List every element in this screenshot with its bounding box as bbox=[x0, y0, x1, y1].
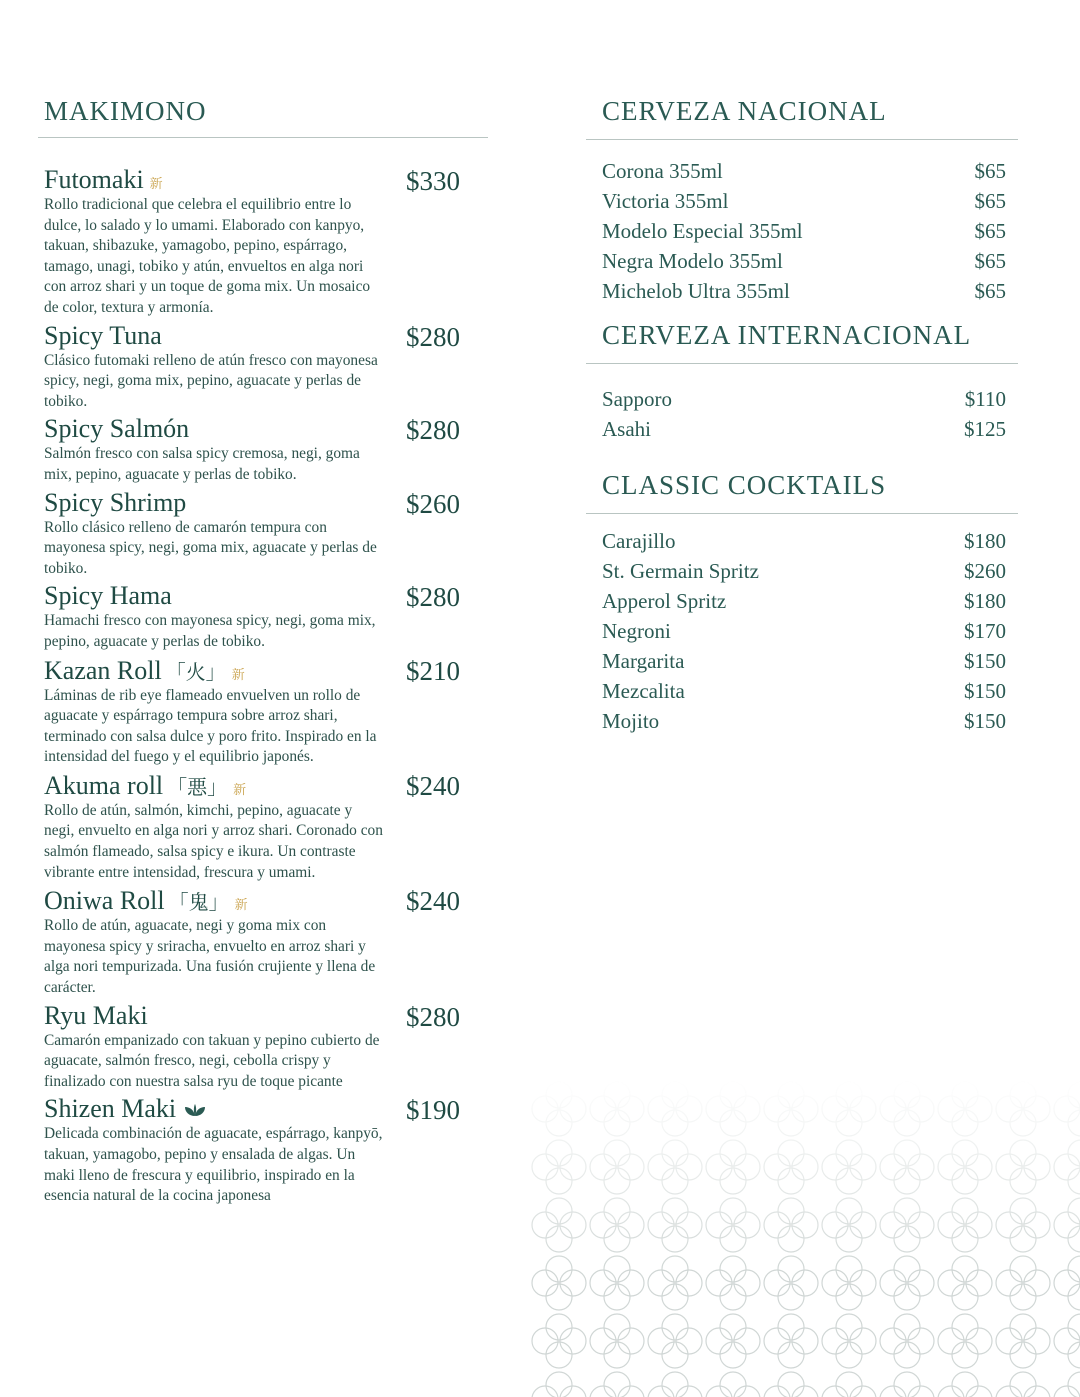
drink-name: Sapporo bbox=[602, 387, 672, 411]
drink-price: $125 bbox=[964, 417, 1006, 441]
drink-name: Asahi bbox=[602, 417, 651, 441]
makimono-section bbox=[38, 96, 488, 1207]
menu-item-name: Spicy Shrimp bbox=[44, 487, 187, 517]
drink-name: Modelo Especial 355ml bbox=[602, 219, 803, 243]
menu-item-kanji: 「悪」 bbox=[167, 774, 228, 799]
menu-item-description: Rollo de atún, aguacate, negi y goma mix con mayonesa spicy y sriracha, envuelto en arroz shari y alga nori tempurizada. Una fusión crujiente y llena de carácter. bbox=[44, 917, 376, 997]
menu-item bbox=[38, 489, 488, 580]
drink-item bbox=[602, 384, 1006, 414]
drink-name: Carajillo bbox=[602, 529, 676, 553]
drink-price: $180 bbox=[964, 529, 1006, 553]
menu-item-name: Futomaki bbox=[44, 165, 144, 194]
drink-item bbox=[602, 616, 1006, 646]
menu-item-price: $190 bbox=[406, 1095, 460, 1126]
drink-name: Victoria 355ml bbox=[602, 189, 729, 213]
cerveza-internacional-list bbox=[586, 384, 1018, 444]
new-badge: 新 bbox=[231, 667, 245, 683]
drink-item bbox=[602, 414, 1006, 444]
makimono-divider bbox=[38, 137, 488, 138]
drink-item bbox=[602, 276, 1006, 306]
drink-price: $260 bbox=[964, 559, 1006, 583]
menu-item-price: $240 bbox=[406, 770, 460, 801]
menu-item bbox=[38, 415, 488, 485]
drink-name: Michelob Ultra 355ml bbox=[602, 279, 790, 303]
menu-item-price: $280 bbox=[406, 582, 460, 613]
classic-cocktails-list bbox=[586, 526, 1018, 736]
drinks-column bbox=[586, 96, 1018, 736]
new-badge: 新 bbox=[233, 782, 247, 798]
menu-item bbox=[38, 1002, 488, 1093]
menu-item-name: Shizen Maki bbox=[44, 1094, 177, 1124]
menu-item-description: Hamachi fresco con mayonesa spicy, negi, goma mix, pepino, aguacate y perlas de tobiko. bbox=[44, 612, 376, 650]
menu-item-description: Salmón fresco con salsa spicy cremosa, negi, goma mix, pepino, aguacate y perlas de tobiko. bbox=[44, 445, 360, 483]
drink-item bbox=[602, 156, 1006, 186]
drink-price: $65 bbox=[974, 219, 1006, 243]
menu-item-description: Clásico futomaki relleno de atún fresco con mayonesa spicy, negi, goma mix, pepino, aguacate y perlas de tobiko. bbox=[44, 351, 378, 410]
menu-item-name: Kazan Roll bbox=[44, 655, 162, 685]
drink-price: $65 bbox=[974, 279, 1006, 303]
drink-name: Mojito bbox=[602, 709, 660, 733]
menu-item-price: $280 bbox=[406, 321, 460, 352]
drink-item bbox=[602, 556, 1006, 586]
drink-name: Apperol Spritz bbox=[602, 589, 727, 613]
cerveza-nacional-divider bbox=[586, 139, 1018, 140]
new-badge: 新 bbox=[234, 898, 248, 914]
makimono-title: MAKIMONO bbox=[44, 96, 207, 126]
menu-item-price: $210 bbox=[406, 655, 460, 686]
menu-item-price: $280 bbox=[406, 1001, 460, 1032]
menu-item-description: Rollo de atún, salmón, kimchi, pepino, aguacate y negi, envuelto en alga nori y arroz shari. Coronado con salmón flameado, salsa spicy e ikura. Un contraste vibrante entre intensidad, frescura y umami. bbox=[44, 801, 383, 881]
leaf-icon bbox=[184, 1102, 206, 1121]
drink-item bbox=[602, 216, 1006, 246]
floral-pattern-background bbox=[530, 1080, 1080, 1397]
drink-item bbox=[602, 246, 1006, 276]
menu-item-description: Rollo clásico relleno de camarón tempura con mayonesa spicy, negi, goma mix, aguacate y perlas de tobiko. bbox=[44, 518, 377, 577]
menu-item-price: $240 bbox=[406, 886, 460, 917]
menu-item-name: Akuma roll bbox=[44, 770, 164, 800]
menu-item-kanji: 「鬼」 bbox=[168, 890, 229, 915]
cerveza-internacional-section bbox=[586, 320, 1018, 444]
menu-item-description: Camarón empanizado con takuan y pepino cubierto de aguacate, salmón fresco, negi, cebolla crispy y finalizado con nuestra salsa ryu de toque picante bbox=[44, 1031, 380, 1090]
drink-name: Margarita bbox=[602, 649, 685, 673]
drink-name: Negra Modelo 355ml bbox=[602, 249, 783, 273]
drink-price: $65 bbox=[974, 249, 1006, 273]
menu-item-description: Rollo tradicional que celebra el equilibrio entre lo dulce, lo salado y lo umami. Elaborado con kanpyo, takuan, shibazuke, yamagobo, pepino, espárrago, tamago, unagi, tobiko y atún, envueltos en alga nori con arroz shari y un toque de goma mix. Un mosaico de color, textura y armonía. bbox=[44, 196, 371, 316]
drink-price: $65 bbox=[974, 159, 1006, 183]
drink-name: Mezcalita bbox=[602, 679, 685, 703]
menu-item bbox=[38, 771, 488, 883]
drink-name: Negroni bbox=[602, 619, 671, 643]
menu-item bbox=[38, 166, 488, 319]
classic-cocktails-divider bbox=[586, 513, 1018, 514]
menu-item-price: $280 bbox=[406, 415, 460, 446]
drink-price: $65 bbox=[974, 189, 1006, 213]
menu-item-name: Ryu Maki bbox=[44, 1000, 148, 1030]
drink-price: $170 bbox=[964, 619, 1006, 643]
menu-item-name: Spicy Salmón bbox=[44, 414, 190, 444]
drink-item bbox=[602, 676, 1006, 706]
menu-item-kanji: 「火」 bbox=[165, 659, 226, 684]
cerveza-nacional-list bbox=[586, 156, 1018, 306]
drink-item bbox=[602, 526, 1006, 556]
drink-item bbox=[602, 706, 1006, 736]
drink-item bbox=[602, 586, 1006, 616]
menu-item-description: Delicada combinación de aguacate, espárrago, kanpyō, takuan, yamagobo, pepino y ensalada de algas. Un maki lleno de frescura y equilibrio, inspirado en la esencia natural de la cocina japonesa bbox=[44, 1125, 383, 1205]
classic-cocktails-title: CLASSIC COCKTAILS bbox=[602, 470, 887, 500]
cerveza-nacional-section bbox=[586, 96, 1018, 306]
drink-name: Corona 355ml bbox=[602, 159, 723, 183]
cerveza-nacional-title: CERVEZA NACIONAL bbox=[602, 96, 887, 126]
menu-item bbox=[38, 886, 488, 998]
cerveza-internacional-title: CERVEZA INTERNACIONAL bbox=[602, 320, 972, 350]
menu-item bbox=[38, 1095, 488, 1206]
menu-item-description: Láminas de rib eye flameado envuelven un rollo de aguacate y espárrago tempura sobre arroz shari, terminado con salsa dulce y poro frito. Inspirado en la intensidad del fuego y el equilibrio japonés. bbox=[44, 686, 377, 766]
menu-item bbox=[38, 582, 488, 652]
drink-name: St. Germain Spritz bbox=[602, 559, 759, 583]
drink-item bbox=[602, 186, 1006, 216]
classic-cocktails-section bbox=[586, 470, 1018, 736]
menu-item-name: Spicy Hama bbox=[44, 581, 172, 611]
menu-item bbox=[38, 322, 488, 413]
drink-price: $150 bbox=[964, 649, 1006, 673]
new-badge: 新 bbox=[149, 177, 163, 192]
menu-item-price: $330 bbox=[406, 166, 460, 196]
drink-price: $150 bbox=[964, 679, 1006, 703]
drink-price: $180 bbox=[964, 589, 1006, 613]
menu-item-name: Spicy Tuna bbox=[44, 320, 162, 350]
menu-item-name: Oniwa Roll bbox=[44, 886, 165, 916]
menu-item bbox=[38, 656, 488, 768]
makimono-list bbox=[38, 166, 488, 1207]
menu-item-price: $260 bbox=[406, 488, 460, 519]
drink-price: $150 bbox=[964, 709, 1006, 733]
drink-item bbox=[602, 646, 1006, 676]
cerveza-internacional-divider bbox=[586, 363, 1018, 364]
drink-price: $110 bbox=[964, 387, 1006, 411]
